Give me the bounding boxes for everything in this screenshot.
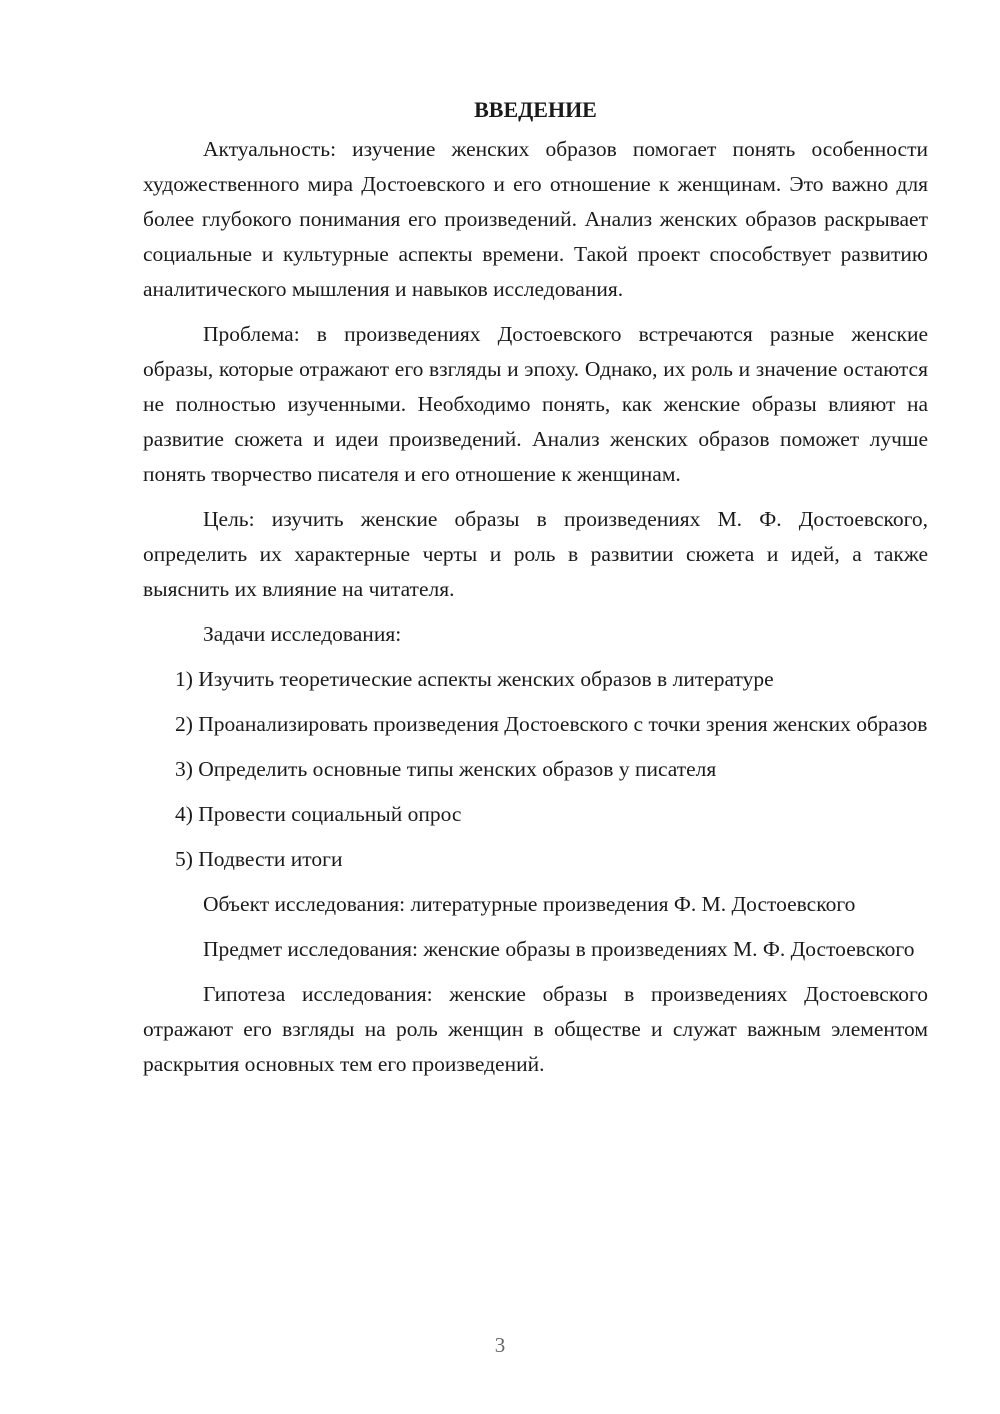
task-item-1: 1) Изучить теоретические аспекты женских образов в литературе	[175, 667, 774, 691]
subject-paragraph: Предмет исследования: женские образы в произведениях М. Ф. Достоевского	[203, 937, 915, 961]
task-item-2: 2) Проанализировать произведения Достоевского с точки зрения женских образов	[175, 712, 928, 736]
hypothesis-paragraph: Гипотеза исследования: женские образы в произведениях Достоевского отражают его взгляды на роль женщин в обществе и служат важным элементом раскрытия основных тем его произведений.	[143, 982, 928, 1076]
object-paragraph: Объект исследования: литературные произведения Ф. М. Достоевского	[203, 892, 856, 916]
document-page	[143, 92, 928, 1092]
section-title: ВВЕДЕНИЕ	[474, 97, 597, 122]
task-item-4: 4) Провести социальный опрос	[175, 802, 462, 826]
page-number: 3	[494, 1333, 506, 1357]
problem-paragraph: Проблема: в произведениях Достоевского встречаются разные женские образы, которые отражают его взгляды и эпоху. Однако, их роль и значение остаются не полностью изученными. Необходимо понять, как женские образы влияют на развитие сюжета и идеи произведений. Анализ женских образов поможет лучше понять творчество писателя и его отношение к женщинам.	[143, 322, 928, 486]
relevance-paragraph: Актуальность: изучение женских образов помогает понять особенности художественного мира Достоевского и его отношение к женщинам. Это важно для более глубокого понимания его произведений. Анализ женских образов раскрывает социальные и культурные аспекты времени. Такой проект способствует развитию аналитического мышления и навыков исследования.	[143, 137, 928, 301]
task-item-3: 3) Определить основные типы женских образов у писателя	[175, 757, 717, 781]
goal-paragraph: Цель: изучить женские образы в произведениях М. Ф. Достоевского, определить их характерные черты и роль в развитии сюжета и идей, а также выяснить их влияние на читателя.	[143, 507, 928, 601]
tasks-heading: Задачи исследования:	[203, 622, 402, 646]
task-item-5: 5) Подвести итоги	[175, 847, 343, 871]
